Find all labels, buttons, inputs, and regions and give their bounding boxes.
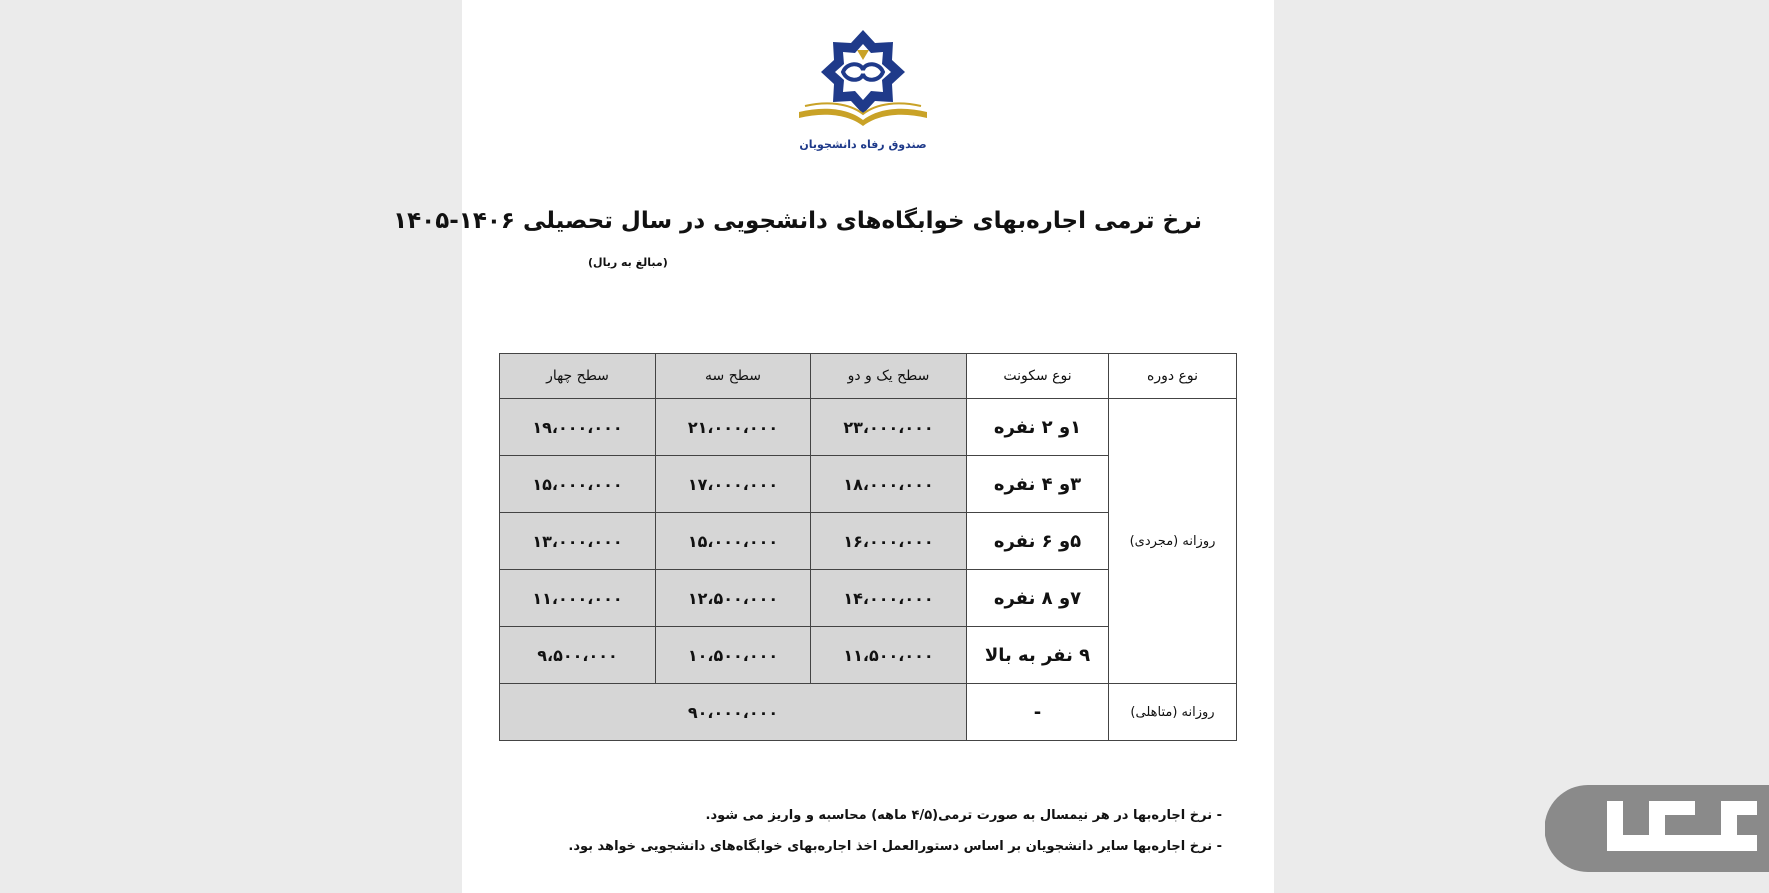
price-cell: ۱۳،۰۰۰،۰۰۰ [500,513,656,570]
period-cell: روزانه (متاهلی) [1109,684,1237,741]
price-cell: ۱۱،۰۰۰،۰۰۰ [500,570,656,627]
price-cell: ۱۴،۰۰۰،۰۰۰ [811,570,967,627]
price-cell: ۲۳،۰۰۰،۰۰۰ [811,399,967,456]
occupancy-cell: ۵و ۶ نفره [967,513,1109,570]
price-cell: ۹،۵۰۰،۰۰۰ [500,627,656,684]
price-cell: ۱۶،۰۰۰،۰۰۰ [811,513,967,570]
footnote: - نرخ اجاره‌بها سایر دانشجویان بر اساس دستورالعمل اخذ اجاره‌بهای خوابگاه‌های دانشجویی خواهد بود. [568,839,1222,854]
price-cell: ۱۸،۰۰۰،۰۰۰ [811,456,967,513]
price-cell: ۲۱،۰۰۰،۰۰۰ [656,399,811,456]
table-row [500,684,1237,741]
occupancy-cell: ۱و ۲ نفره [967,399,1109,456]
occupancy-cell: ۷و ۸ نفره [967,570,1109,627]
footnotes [522,800,1222,862]
price-cell: ۱۲،۵۰۰،۰۰۰ [656,570,811,627]
table-header-row [500,354,1237,399]
occupancy-cell: ۳و ۴ نفره [967,456,1109,513]
rent-table [499,353,1237,741]
document-page [393,0,1274,893]
star-book-logo-icon [793,26,933,138]
price-cell: ۱۵،۰۰۰،۰۰۰ [500,456,656,513]
price-cell: ۱۷،۰۰۰،۰۰۰ [656,456,811,513]
period-cell: روزانه (مجردی) [1109,399,1237,684]
footnote: - نرخ اجاره‌بها در هر نیمسال به صورت ترمی(۴/۵ ماهه) محاسبه و واریز می شود. [705,808,1222,823]
merged-price-cell: ۹۰،۰۰۰،۰۰۰ [500,684,967,741]
price-cell: ۱۱،۵۰۰،۰۰۰ [811,627,967,684]
occupancy-cell: - [967,684,1109,741]
occupancy-cell: ۹ نفر به بالا [967,627,1109,684]
price-cell: ۱۵،۰۰۰،۰۰۰ [656,513,811,570]
table-row [500,399,1237,456]
price-cell: ۱۹،۰۰۰،۰۰۰ [500,399,656,456]
header-period: نوع دوره [1109,354,1237,399]
site-logo-watermark-icon [1545,785,1769,872]
organization-logo [793,26,933,156]
page-title: نرخ ترمی اجاره‌بهای خوابگاه‌های دانشجویی در سال تحصیلی ۱۴۰۶-۱۴۰۵ [393,208,1202,234]
currency-note: (مبالغ به ریال) [588,256,668,269]
logo-caption: صندوق رفاه دانشجویان [799,138,927,151]
header-level-4: سطح چهار [500,354,656,399]
header-level-3: سطح سه [656,354,811,399]
header-level-1-2: سطح یک و دو [811,354,967,399]
header-occupancy: نوع سکونت [967,354,1109,399]
price-cell: ۱۰،۵۰۰،۰۰۰ [656,627,811,684]
